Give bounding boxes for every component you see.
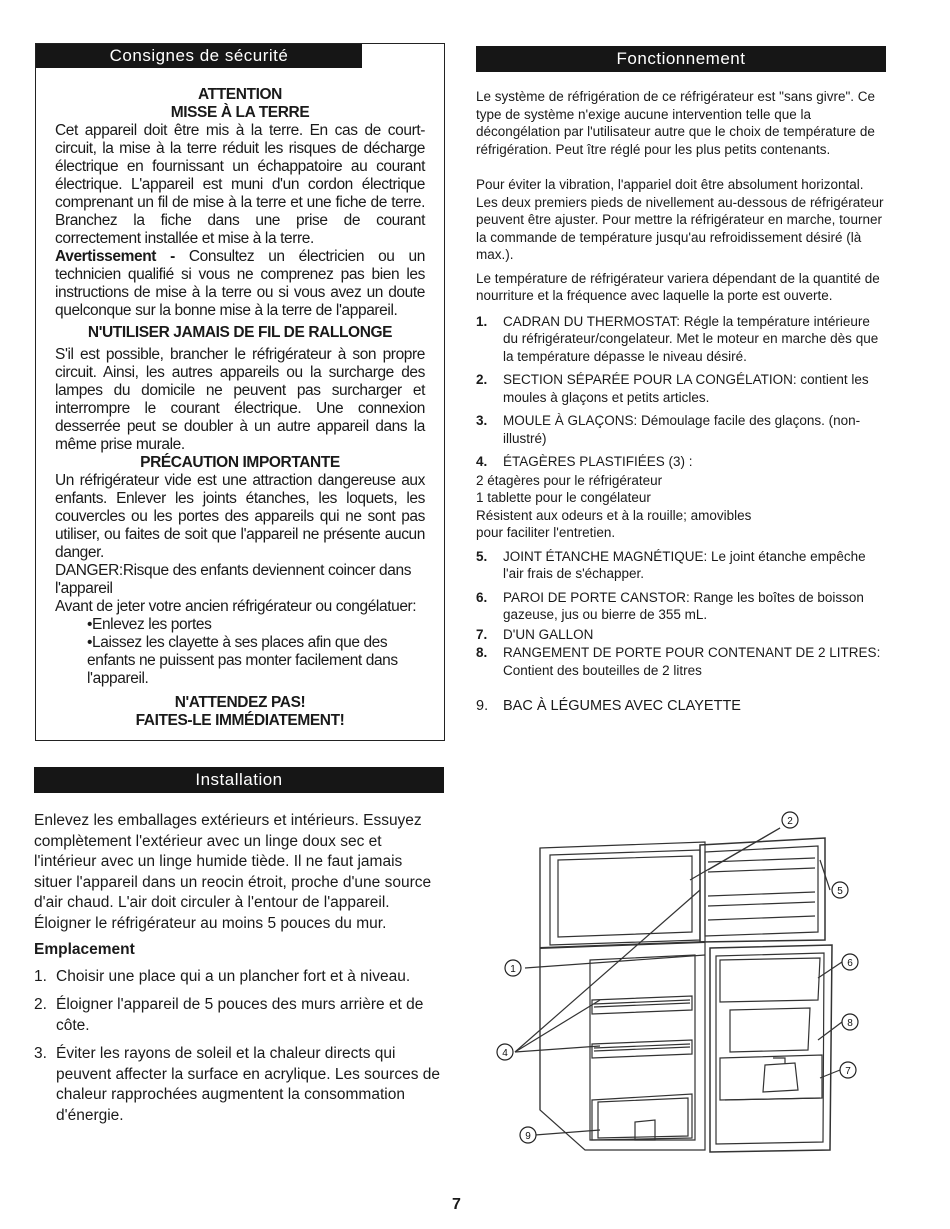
list-item: 3. MOULE À GLAÇONS: Démoulage facile des glaçons. (non-illustré) (476, 413, 861, 446)
callout-text: 5 (837, 886, 843, 897)
location-heading: Emplacement (34, 941, 135, 958)
bullet-remove-doors: •Enlevez les portes (87, 616, 212, 633)
list-item: 6. PAROI DE PORTE CANSTOR: Range les boîtes de boisson gazeuse, jus ou bierre de 355 mL. (476, 589, 864, 622)
ground-text: Cet appareil doit être mis à la terre. En cas de court-circuit, la mise à la terre réduit les risques de décharge électrique en fournissant un échappatoire au courant électrique. L'appareil est muni d'un cordon électrique comprenant un fil de mise à la terre et une fiche de terre. Branchez la fiche dans une prise de courant correctement installée et mise à la terre. (55, 122, 425, 247)
bullet-leave-shelves: •Laissez les clayette à ses places afin que des enfants ne puissent pas monter facilement dans l'appareil. (87, 634, 398, 687)
callout-text: 6 (847, 958, 853, 969)
operation-p1: Le système de réfrigération de ce réfrigérateur est "sans givre". Ce type de système n'exige aucune intervention telle que la décongélation par l'utilisateur autre que le choix de température de réfrigération. Peut ître réglé pour les plus petits contenants. (476, 89, 876, 157)
list-item: 4. ÉTAGÈRES PLASTIFIÉES (3) : 2 étagères pour le réfrigérateur 1 tablette pour le congélateur Résistent aux odeurs et à la rouille; amovibles pour faciliter l'entretien. (476, 453, 888, 542)
attention-heading: ATTENTION (198, 86, 282, 103)
callout-labels (497, 812, 858, 1143)
list-item: 7. D'UN GALLON (476, 626, 594, 642)
callout-text: 9 (525, 1131, 531, 1142)
before-text: Avant de jeter votre ancien réfrigérateur ou congélatuer: (55, 598, 417, 615)
callout-text: 4 (502, 1048, 508, 1059)
shelves-details: 2 étagères pour le réfrigérateur 1 tablette pour le congélateur Résistent aux odeurs et à la rouille; amovibles pour faciliter l'entretien. (476, 472, 752, 540)
list-item: 5. JOINT ÉTANCHE MAGNÉTIQUE: Le joint étanche empêche l'air frais de s'échapper. (476, 548, 866, 581)
list-item: 1. CADRAN DU THERMOSTAT: Régle la température intérieure du réfrigérateur/congelateur. Met le moteur en marche dès que la température dépasse le niveau désiré. (476, 313, 879, 364)
extension-text: S'il est possible, brancher le réfrigérateur à son propre circuit. Ainsi, les autres appareils ou la surcharge des lampes du domicile ne peuvent pas surcharger et interrompre le courant électrique. Une connexion desserrée peut se doubler à un autre appareil dans la même prise murale. (55, 346, 425, 453)
callout-text: 2 (787, 816, 793, 827)
refrigerator-diagram (480, 800, 900, 1170)
final-line-2: FAITES-LE IMMÉDIATEMENT! (135, 712, 345, 729)
location-list (34, 967, 444, 1127)
extension-heading: N'UTILISER JAMAIS DE FIL DE RALLONGE (87, 324, 393, 341)
callout-text: 7 (845, 1066, 851, 1077)
ground-heading: MISSE À LA TERRE (170, 104, 310, 121)
warning-label: Avertissement - (55, 248, 175, 265)
installation-intro: Enlevez les emballages extérieurs et intérieurs. Essuyez complètement l'extérieur avec un linge doux sec et l'intérieur avec un linge humide tiède. Il ne faut jamais situer l'appareil dans un reocin étroit, proche d'une source d'air chaud. L'air doit circuler à l'entour de l'appareil. Éloigner le réfrigérateur au moins 5 pouces du mur. (34, 812, 432, 932)
warning-paragraph (55, 248, 425, 320)
caution-heading: PRÉCAUTION IMPORTANTE (140, 454, 340, 471)
page-number: 7 (452, 1196, 461, 1213)
installation-title: Installation (34, 767, 444, 793)
final-line-1: N'ATTENDEZ PAS! (174, 694, 306, 711)
operation-content (476, 88, 888, 716)
list-item: 9. BAC À LÉGUMES AVEC CLAYETTE (476, 698, 741, 714)
list-item: 2. SECTION SÉPARÉE POUR LA CONGÉLATION: contient les moules à glaçons et petits articles. (476, 372, 869, 405)
safety-title: Consignes de sécurité (36, 44, 362, 68)
feature-list (476, 313, 888, 716)
callout-text: 1 (510, 964, 516, 975)
installation-content (34, 811, 444, 1134)
safety-content (55, 86, 425, 730)
callout-text: 8 (847, 1018, 853, 1029)
list-item: 1. Choisir une place qui a un plancher fort et à niveau. (34, 967, 411, 985)
warning-text: Consultez un électricien ou un technicien qualifié si vous ne comprenez pas bien les instructions de mise à la terre ou si vous avez un doute quelconque sur la bonne mise à la terre de l'appareil. (55, 248, 425, 319)
operation-title: Fonctionnement (476, 46, 886, 72)
list-item: 2. Éloigner l'appareil de 5 pouces des murs arrière et de côte. (34, 996, 424, 1034)
list-item: 3. Éviter les rayons de soleil et la chaleur directs qui peuvent affecter la surface en acrylique. Les sources de chaleur rapprochées augmentent la consommation d'énergie. (34, 1045, 440, 1124)
list-item: 8. RANGEMENT DE PORTE POUR CONTENANT DE 2 LITRES: Contient des bouteilles de 2 litres (476, 645, 881, 678)
danger-text: DANGER:Risque des enfants deviennent coincer dans l'appareil (55, 562, 412, 597)
operation-p2: Pour éviter la vibration, l'appariel doit être absolument horizontal. Les deux premiers pieds de nivellement au-dessous de réfrigérateur peuvent être ajuster. Pour mettre la réfrigérateur en marche, tourner la commande de température jusqu'au refroidissement désiré (là max.). (476, 177, 884, 262)
caution-text: Un réfrigérateur vide est une attraction dangereuse aux enfants. Enlever les joints étanches, les loquets, les couvercles ou les portes des appareils qui ne sont pas utiliser, ou faites de soit que l'appareil ne présente aucun danger. (55, 472, 425, 561)
operation-p3: Le température de réfrigérateur variera dépendant de la quantité de nourriture et la fréquence avec laquelle la porte est ouverte. (476, 270, 880, 303)
